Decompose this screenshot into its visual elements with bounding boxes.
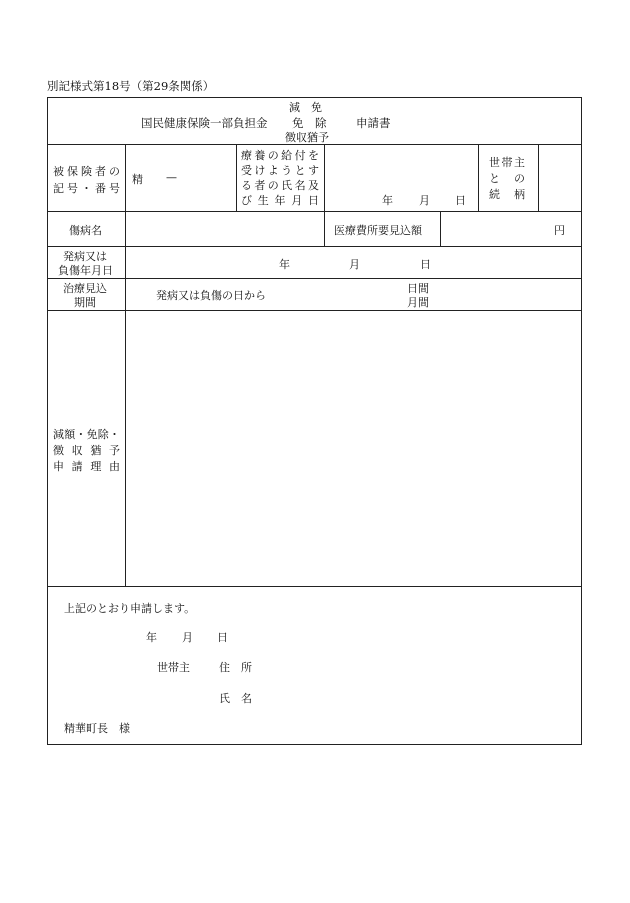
treatment-days-label: 日間 [407, 282, 429, 295]
insured-label-line1: 被 保 険 者 の [53, 165, 120, 178]
treatment-label-line1: 治療見込 [63, 282, 107, 295]
row-divider-5 [47, 586, 582, 587]
cost-field[interactable] [443, 213, 548, 244]
title-deferral: 徴収猶予 [285, 131, 329, 144]
row-divider-4 [47, 310, 582, 311]
row-divider-3 [47, 278, 582, 279]
relationship-field[interactable] [540, 146, 580, 209]
insured-number-divider [236, 144, 237, 211]
relationship-label-line2: と の [489, 172, 525, 185]
cost-unit: 円 [554, 224, 565, 237]
treatment-months-label: 月間 [407, 296, 429, 309]
reason-label-line2: 徴 収 猶 予 [53, 444, 120, 457]
insured-label-line2: 記 号 ・ 番 号 [53, 182, 120, 195]
address-label: 住 所 [219, 661, 252, 674]
row-divider-2 [47, 246, 582, 247]
insured-number-field[interactable] [150, 156, 234, 208]
disease-name-field[interactable] [128, 213, 322, 244]
addressee-text: 精華町長 様 [64, 722, 130, 735]
name-field[interactable] [260, 683, 570, 707]
address-field[interactable] [260, 652, 570, 676]
insured-prefix: 精 [132, 173, 143, 186]
onset-date-field[interactable] [128, 248, 578, 276]
relationship-label-line3: 続 柄 [489, 188, 525, 201]
application-year-label: 年 [146, 631, 157, 644]
reason-label-line3: 申 請 理 由 [53, 460, 120, 473]
title-reduction: 減 免 [289, 101, 322, 114]
disease-label: 傷病名 [69, 224, 102, 237]
onset-day-label: 日 [420, 258, 431, 271]
onset-month-label: 月 [349, 258, 360, 271]
row-divider-1 [47, 211, 582, 212]
insured-dash: — [166, 171, 177, 184]
title-main: 国民健康保険一部負担金 [141, 116, 268, 130]
birth-year-label: 年 [382, 194, 393, 207]
recipient-label-divider [324, 144, 325, 246]
reason-text-area[interactable] [128, 312, 580, 584]
onset-year-label: 年 [279, 258, 290, 271]
recipient-label-line2: 受 け よ う と す [241, 164, 319, 177]
label-column-divider [125, 144, 126, 586]
birth-month-label: 月 [419, 194, 430, 207]
declaration-text: 上記のとおり申請します。 [64, 602, 196, 615]
application-month-label: 月 [182, 631, 193, 644]
title-exemption: 免 除 [292, 116, 327, 130]
recipient-name-field[interactable] [326, 146, 476, 186]
reason-label-line1: 減 額 ・ 免 除 ・ [53, 428, 120, 441]
recipient-label-line4: び 生 年 月 日 [241, 194, 319, 207]
application-day-label: 日 [217, 631, 228, 644]
form-number: 別記様式第18号（第29条関係） [47, 79, 215, 93]
householder-label: 世帯主 [157, 661, 190, 674]
onset-label-line1: 発病又は [63, 250, 107, 263]
treatment-from-text: 発病又は負傷の日から [156, 289, 266, 302]
birthdate-divider [478, 144, 479, 211]
name-label: 氏 名 [219, 692, 252, 705]
treatment-label-line2: 期間 [74, 296, 96, 309]
cost-label: 医療費所要見込額 [334, 224, 422, 237]
recipient-label-line1: 療 養 の 給 付 を [241, 149, 319, 162]
cost-label-divider [440, 211, 441, 246]
treatment-period-field[interactable] [330, 280, 404, 308]
onset-label-line2: 負傷年月日 [58, 264, 113, 277]
birth-day-label: 日 [455, 194, 466, 207]
title-suffix: 申請書 [356, 116, 391, 130]
relationship-divider [538, 144, 539, 211]
recipient-label-line3: る 者 の 氏 名 及 [241, 179, 319, 192]
relationship-label-line1: 世 帯 主 [489, 156, 525, 169]
